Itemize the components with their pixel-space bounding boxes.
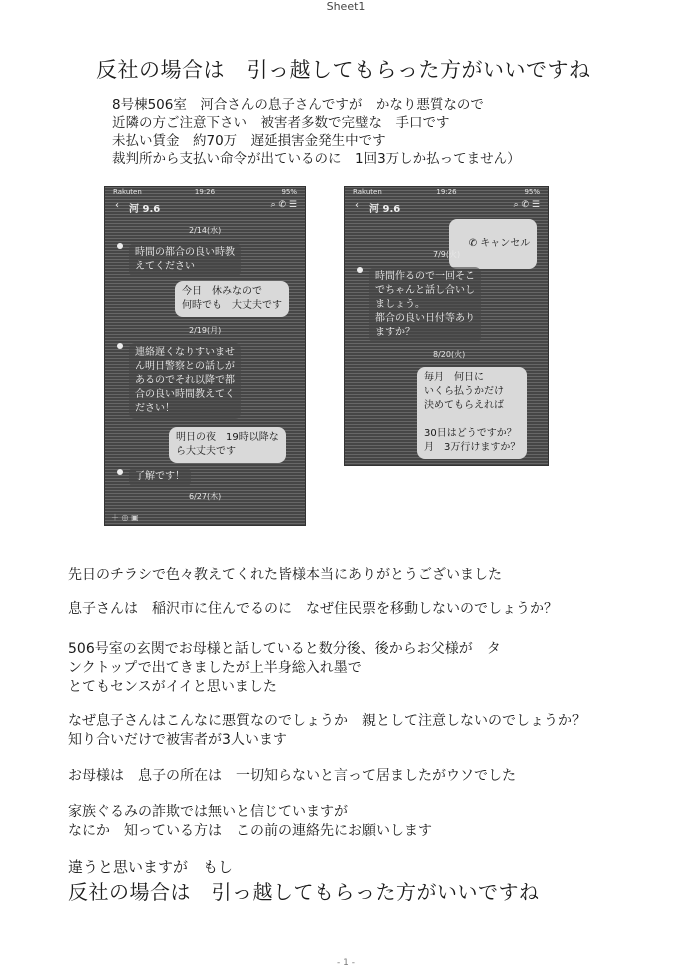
intro-line: 8号棟506室 河合さんの息子さんですが かなり悪質なので — [112, 97, 484, 113]
paragraph-line: なぜ息子さんはこんなに悪質なのでしょうか 親として注意しないのでしょうか？ — [68, 713, 586, 729]
battery-label: 95% — [524, 188, 540, 196]
message-bubble: 了解です！ — [129, 467, 191, 487]
status-bar — [349, 188, 544, 198]
phone-icon: ✆ — [468, 238, 481, 249]
message-bubble: 時間の都合の良い時教 えてください — [129, 243, 241, 277]
paragraph-line: 506号室の玄関でお母様と話していると数分後、後からお父様が タ — [68, 641, 501, 657]
status-bar — [109, 188, 301, 198]
header-icons — [514, 200, 540, 210]
reply-bubble: 明日の夜 19時以降な ら大丈夫です — [169, 427, 286, 463]
page-heading: 反社の場合は 引っ越してもらった方がいいですね — [96, 58, 591, 82]
page-number: - 1 - — [337, 958, 355, 968]
chevron-left-icon: ‹ — [115, 200, 119, 211]
paragraph-line: 知り合いだけで被害者が3人います — [68, 732, 287, 748]
date-chip: 8/20(火) — [433, 350, 466, 359]
paragraph-line: ンクトップで出てきましたが上半身総入れ墨で — [68, 660, 362, 676]
contact-name: 河 9.6 — [129, 204, 161, 215]
reply-bubble: 毎月 何日に いくら払うかだけ 決めてもらえれば 30日はどうですか？ 月 3万行けますか？ — [417, 367, 527, 459]
message-bubble: 時間作るので一回そこ でちゃんと話し合いし ましょう。 都合の良い日付等あり ますか？ — [369, 267, 481, 343]
mother-paragraph: お母様は 息子の所在は 一切知らないと言って居ましたがウソでした — [68, 768, 516, 784]
paragraph-line: 家族ぐるみの詐欺では無いと信じていますが — [68, 804, 348, 820]
reply-bubble: 今日 休みなので 何時でも 大丈夫です — [175, 281, 289, 317]
plus-icon: ＋ — [111, 513, 119, 522]
battery-label: 95% — [281, 188, 297, 196]
search-icon: ⌕ — [513, 200, 519, 210]
menu-icon: ☰ — [288, 200, 297, 210]
chevron-left-icon: ‹ — [355, 200, 359, 211]
residence-question: 息子さんは 稲沢市に住んでるのに なぜ住民票を移動しないのでしょうか？ — [68, 601, 558, 617]
menu-icon: ☰ — [531, 200, 540, 210]
thanks-paragraph: 先日のチラシで色々教えてくれた皆様本当にありがとうございました — [68, 567, 502, 583]
chat-screenshot-left — [104, 186, 306, 526]
paragraph-line: とてもセンスがイイと思いました — [68, 679, 277, 695]
chat-header — [349, 200, 544, 216]
phone-icon: ✆ — [278, 200, 287, 210]
intro-block — [112, 96, 521, 168]
search-icon: ⌕ — [270, 200, 276, 210]
message-bubble: 連絡遅くなりすいませ ん明日警察との話しが あるのでそれ以降で都 合の良い時間教えてく ださい！ — [129, 343, 241, 419]
family-paragraph — [68, 803, 432, 841]
phone-icon: ✆ — [521, 200, 530, 210]
cancel-label: キャンセル — [480, 238, 531, 249]
closing-heading: 反社の場合は 引っ越してもらった方がいいですね — [68, 880, 540, 904]
father-paragraph — [68, 640, 501, 697]
intro-line: 裁判所から支払い命令が出ているのに 1回3万しか払ってません） — [112, 151, 521, 167]
date-chip: 6/27(木) — [189, 492, 222, 501]
cancel-call-bubble — [449, 219, 537, 269]
avatar-icon — [117, 469, 123, 475]
image-icon: ▣ — [131, 513, 139, 522]
intro-line: 近隣の方ご注意下さい 被害者多数で完璧な 手口です — [112, 115, 450, 131]
date-chip: 7/9(火) — [433, 250, 461, 259]
carrier-label: Rakuten — [113, 188, 142, 196]
header-icons — [271, 200, 297, 210]
chat-screenshot-right — [344, 186, 549, 466]
contact-name: 河 9.6 — [369, 204, 401, 215]
avatar-icon — [357, 267, 363, 273]
chat-header — [109, 200, 301, 216]
avatar-icon — [117, 343, 123, 349]
carrier-label: Rakuten — [353, 188, 382, 196]
avatar-icon — [117, 243, 123, 249]
clock-label: 19:26 — [194, 188, 216, 196]
intro-line: 未払い賃金 約70万 遅延損害金発生中です — [112, 133, 386, 149]
why-paragraph — [68, 712, 586, 750]
camera-icon: ◎ — [121, 513, 129, 522]
closing-line: 違うと思いますが もし — [68, 858, 234, 876]
date-chip: 2/19(月) — [189, 326, 222, 335]
sheet-label: Sheet1 — [326, 0, 366, 13]
chat-footer — [111, 512, 299, 522]
paragraph-line: なにか 知っている方は この前の連絡先にお願いします — [68, 823, 432, 839]
clock-label: 19:26 — [436, 188, 457, 196]
date-chip: 2/14(水) — [189, 226, 222, 235]
